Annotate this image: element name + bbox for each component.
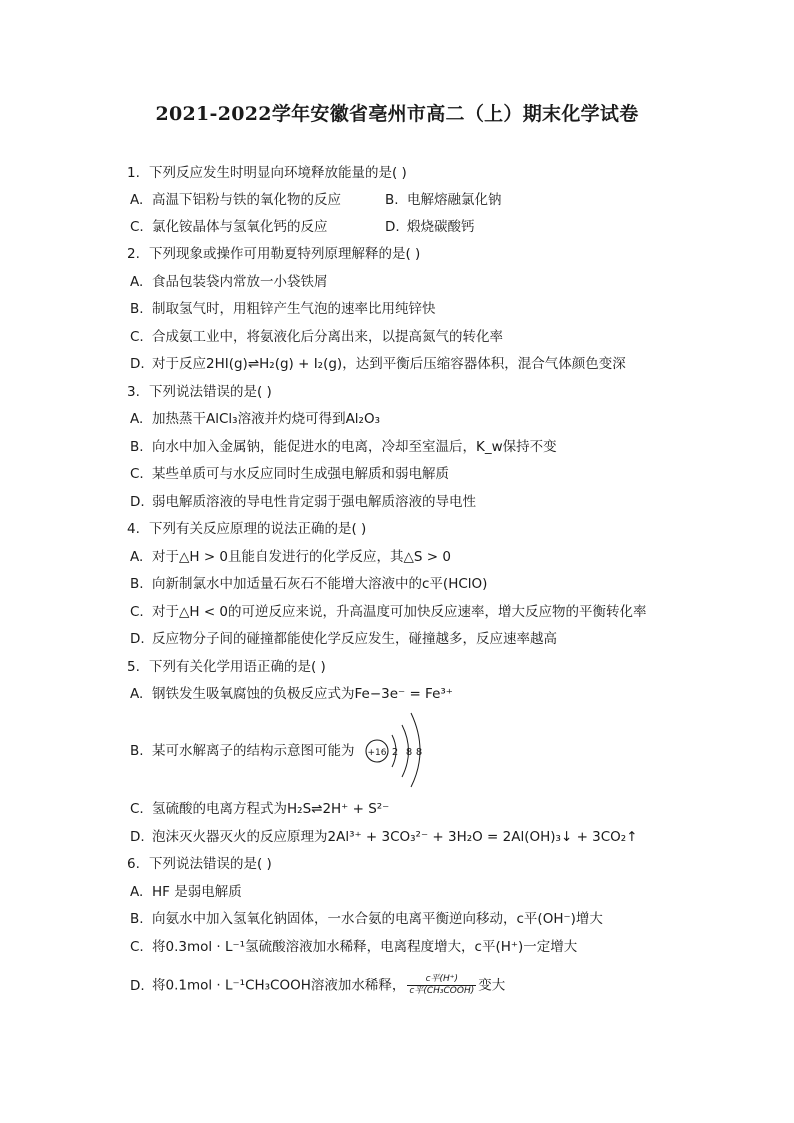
- option-label: B.: [130, 301, 144, 317]
- option-text: 对于△H > 0且能自发进行的化学反应，其△S > 0: [152, 549, 451, 565]
- question-number: 4.: [127, 521, 140, 537]
- concentration-ratio-fraction: [407, 974, 476, 997]
- option-text: 将0.1mol · L⁻¹CH₃COOH溶液加水稀释，: [152, 977, 406, 994]
- question-3-stem: [127, 384, 272, 400]
- option-text: 氢硫酸的电离方程式为H₂S⇌2H⁺ + S²⁻: [152, 801, 390, 817]
- question-4-stem: [127, 521, 366, 537]
- question-3-option-a: [130, 411, 380, 427]
- question-2-option-d: [130, 356, 626, 372]
- question-2-stem: [127, 246, 420, 262]
- shell-electron-count: 8: [405, 747, 413, 758]
- question-5-stem: [127, 659, 326, 675]
- question-number: 2.: [127, 246, 140, 262]
- shell-electron-count: 8: [415, 747, 423, 758]
- question-text: 下列说法错误的是( ): [149, 856, 272, 872]
- atomic-structure-diagram: [365, 707, 435, 789]
- option-text: 泡沫灭火器灭火的反应原理为2Al³⁺ + 3CO₃²⁻ + 3H₂O = 2Al(OH)₃↓ + 3CO₂↑: [152, 829, 638, 845]
- option-text: 电解熔融氯化钠: [407, 192, 502, 208]
- exam-title: 2021-2022学年安徽省亳州市高二（上）期末化学试卷: [155, 103, 639, 125]
- question-4-option-d: [130, 631, 557, 647]
- question-3-option-d: [130, 494, 476, 510]
- question-number: 3.: [127, 384, 140, 400]
- question-number: 6.: [127, 856, 140, 872]
- option-label: A.: [130, 884, 144, 900]
- question-1-option-d: [385, 219, 475, 235]
- question-3-option-b: [130, 439, 557, 455]
- option-label: C.: [130, 604, 144, 620]
- question-number: 1.: [127, 165, 140, 181]
- option-text: HF 是弱电解质: [152, 884, 242, 900]
- option-text: 钢铁发生吸氧腐蚀的负极反应式为Fe−3e⁻ = Fe³⁺: [152, 686, 453, 702]
- option-text: 加热蒸干AlCl₃溶液并灼烧可得到Al₂O₃: [152, 411, 381, 427]
- option-text: 合成氨工业中，将氨液化后分离出来，以提高氮气的转化率: [152, 329, 503, 345]
- question-6-option-b: [130, 911, 603, 927]
- option-text: 食品包装袋内常放一小袋铁屑: [152, 274, 328, 290]
- option-label: B.: [130, 743, 144, 759]
- option-text: 向氨水中加入氢氧化钠固体，一水合氨的电离平衡逆向移动，c平(OH⁻)增大: [152, 911, 603, 927]
- option-text: 对于反应2HI(g)⇌H₂(g) + I₂(g)，达到平衡后压缩容器体积，混合气体颜色变深: [152, 356, 626, 372]
- option-label: C.: [130, 939, 144, 955]
- option-text: 向水中加入金属钠，能促进水的电离，冷却至室温后，K_w保持不变: [152, 439, 557, 455]
- option-label: A.: [130, 274, 144, 290]
- question-5-option-a: [130, 686, 453, 702]
- option-label: A.: [130, 549, 144, 565]
- fraction-numerator: c平(H⁺): [407, 974, 476, 986]
- question-6-option-a: [130, 884, 242, 900]
- question-1-option-a: [130, 192, 341, 208]
- question-text: 下列现象或操作可用勒夏特列原理解释的是( ): [149, 246, 421, 262]
- question-2-option-b: [130, 301, 436, 317]
- option-text: 某可水解离子的结构示意图可能为: [152, 743, 355, 759]
- question-number: 5.: [127, 659, 140, 675]
- option-label: C.: [130, 801, 144, 817]
- option-text: 高温下铝粉与铁的氧化物的反应: [152, 192, 341, 208]
- question-2-option-c: [130, 329, 503, 345]
- question-1-option-c: [130, 219, 328, 235]
- question-4-option-c: [130, 604, 647, 620]
- option-text: 制取氢气时，用粗锌产生气泡的速率比用纯锌快: [152, 301, 436, 317]
- question-6-stem: [127, 856, 272, 872]
- question-4-option-a: [130, 549, 451, 565]
- option-text: 弱电解质溶液的导电性肯定弱于强电解质溶液的导电性: [152, 494, 476, 510]
- shell-electron-count: 2: [391, 747, 399, 758]
- option-text: 反应物分子间的碰撞都能使化学反应发生，碰撞越多，反应速率越高: [152, 631, 557, 647]
- option-text: 某些单质可与水反应同时生成强电解质和弱电解质: [152, 466, 449, 482]
- question-1-stem: [127, 165, 407, 181]
- option-label: B.: [130, 911, 144, 927]
- option-label: B.: [130, 576, 144, 592]
- question-text: 下列有关化学用语正确的是( ): [149, 659, 326, 675]
- question-text: 下列有关反应原理的说法正确的是( ): [149, 521, 367, 537]
- option-label: D.: [130, 631, 145, 647]
- option-text: 煅烧碳酸钙: [407, 219, 475, 235]
- option-label: D.: [130, 977, 145, 994]
- option-text: 向新制氯水中加适量石灰石不能增大溶液中的c平(HClO): [152, 576, 488, 592]
- nucleus-charge: +16: [367, 748, 387, 758]
- question-1-option-b: [385, 192, 502, 208]
- question-4-option-b: [130, 576, 487, 592]
- question-5-option-b: [130, 743, 355, 759]
- option-suffix: 变大: [478, 977, 506, 994]
- option-label: B.: [385, 192, 399, 208]
- option-label: A.: [130, 686, 144, 702]
- question-6-option-c: [130, 939, 577, 955]
- option-label: B.: [130, 439, 144, 455]
- question-2-option-a: [130, 274, 328, 290]
- option-label: C.: [130, 329, 144, 345]
- option-text: 将0.3mol · L⁻¹氢硫酸溶液加水稀释，电离程度增大，c平(H⁺)一定增大: [152, 939, 578, 955]
- question-3-option-c: [130, 466, 449, 482]
- option-label: A.: [130, 192, 144, 208]
- question-6-option-d: [130, 974, 505, 997]
- option-label: D.: [385, 219, 400, 235]
- question-text: 下列反应发生时明显向环境释放能量的是( ): [149, 165, 407, 181]
- question-text: 下列说法错误的是( ): [149, 384, 272, 400]
- fraction-denominator: c平(CH₃COOH): [409, 986, 475, 996]
- question-5-option-d: [130, 829, 638, 845]
- option-label: C.: [130, 219, 144, 235]
- option-text: 氯化铵晶体与氢氧化钙的反应: [152, 219, 328, 235]
- option-label: D.: [130, 494, 145, 510]
- option-label: C.: [130, 466, 144, 482]
- option-label: D.: [130, 356, 145, 372]
- option-label: A.: [130, 411, 144, 427]
- option-label: D.: [130, 829, 145, 845]
- option-text: 对于△H < 0的可逆反应来说，升高温度可加快反应速率，增大反应物的平衡转化率: [152, 604, 647, 620]
- question-5-option-c: [130, 801, 389, 817]
